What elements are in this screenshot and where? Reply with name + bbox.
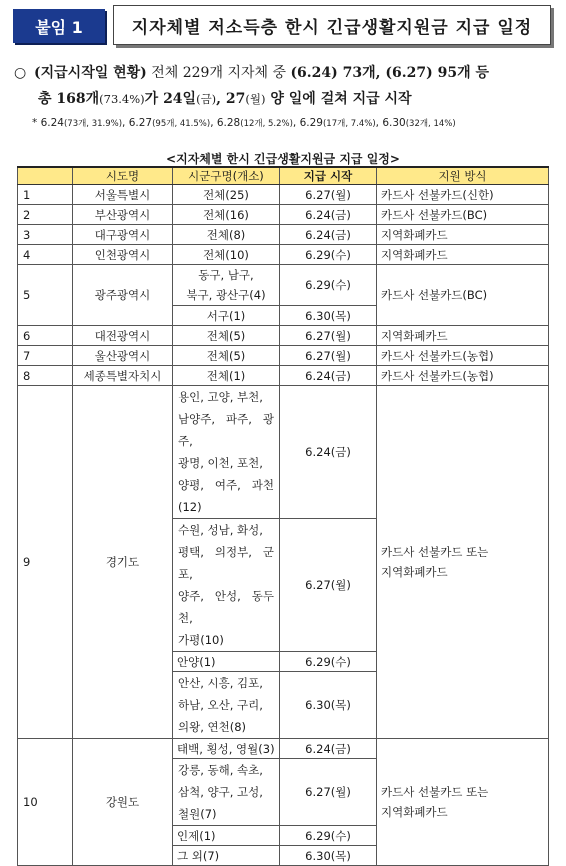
summary-text: 전체 229개 지자체 중 xyxy=(146,65,291,81)
row-date: 6.29(수) xyxy=(280,652,377,672)
row-gun: 전체(5) xyxy=(173,326,280,346)
row-method: 카드사 선불카드(신한) xyxy=(377,185,549,205)
row-method: 지역화폐카드 xyxy=(377,245,549,265)
row-date: 6.29(수) xyxy=(280,265,377,306)
row-method: 카드사 선불카드(BC) xyxy=(377,265,549,326)
row-no: 7 xyxy=(18,346,73,366)
row-gun: 전체(25) xyxy=(173,185,280,205)
footnote-date: , 6.28 xyxy=(210,117,241,129)
gun-line: 광명, 이천, 포천, xyxy=(178,456,263,470)
page-header xyxy=(13,5,553,47)
row-no: 1 xyxy=(18,185,73,205)
row-date: 6.27(월) xyxy=(280,326,377,346)
row-date: 6.27(월) xyxy=(280,346,377,366)
row-no: 8 xyxy=(18,366,73,386)
footnote-date: * 6.24 xyxy=(32,117,64,129)
row-date: 6.29(수) xyxy=(280,826,377,846)
footnote-stat: (32개, 14%) xyxy=(405,119,456,129)
table-row xyxy=(18,386,549,519)
row-date: 6.30(목) xyxy=(280,672,377,739)
row-date: 6.24(금) xyxy=(280,386,377,519)
row-date: 6.24(금) xyxy=(280,366,377,386)
table-row xyxy=(18,205,549,225)
gun-line: 하남, 오산, 구리, xyxy=(178,698,263,712)
table-row xyxy=(18,225,549,245)
row-gun: 전체(1) xyxy=(173,366,280,386)
document-title: 지자체별 저소득층 한시 긴급생활지원금 지급 일정 xyxy=(113,5,551,45)
summary-heading: (지급시작일 현황) xyxy=(34,65,147,81)
footnote-date: , 6.30 xyxy=(375,117,406,129)
row-no: 2 xyxy=(18,205,73,225)
schedule-table xyxy=(17,166,549,866)
row-method: 카드사 선불카드(BC) xyxy=(377,205,549,225)
row-gun xyxy=(173,265,280,306)
row-date: 6.27(월) xyxy=(280,185,377,205)
row-date: 6.27(월) xyxy=(280,759,377,826)
bullet-mark: ○ xyxy=(14,65,27,81)
row-sido: 대전광역시 xyxy=(73,326,173,346)
row-method xyxy=(377,739,549,866)
row-gun: 인제(1) xyxy=(173,826,280,846)
row-sido: 경기도 xyxy=(73,386,173,739)
row-sido: 서울특별시 xyxy=(73,185,173,205)
summary-paragraph xyxy=(14,60,554,112)
row-no: 9 xyxy=(18,386,73,739)
footnote-stat: (12개, 5.2%) xyxy=(240,119,293,129)
gun-line: 양평, 여주, 과천(12) xyxy=(178,478,274,514)
header-sido: 시도명 xyxy=(73,167,173,185)
row-sido: 세종특별자치시 xyxy=(73,366,173,386)
row-gun: 전체(10) xyxy=(173,245,280,265)
row-gun: 전체(16) xyxy=(173,205,280,225)
row-sido: 대구광역시 xyxy=(73,225,173,245)
row-gun: 그 외(7) xyxy=(173,846,280,866)
row-method: 지역화폐카드 xyxy=(377,326,549,346)
gun-line: 북구, 광산구(4) xyxy=(186,288,266,302)
gun-line: 가평(10) xyxy=(178,633,224,647)
row-method: 카드사 선불카드(농협) xyxy=(377,346,549,366)
gun-line: 용인, 고양, 부천, xyxy=(178,390,263,404)
footnote-stat: (95개, 41.5%) xyxy=(152,119,211,129)
gun-line: 남양주, 파주, 광주, xyxy=(178,412,274,448)
footnote-date: , 6.29 xyxy=(292,117,323,129)
table-row xyxy=(18,326,549,346)
row-method: 카드사 선불카드(농협) xyxy=(377,366,549,386)
gun-line: 강릉, 동해, 속초, xyxy=(178,763,263,777)
row-sido: 울산광역시 xyxy=(73,346,173,366)
row-method: 지역화폐카드 xyxy=(377,225,549,245)
method-line: 카드사 선불카드 또는 xyxy=(381,785,489,799)
row-gun: 서구(1) xyxy=(173,306,280,326)
table-row xyxy=(18,366,549,386)
table-row xyxy=(18,185,549,205)
row-gun xyxy=(173,672,280,739)
row-date: 6.24(금) xyxy=(280,739,377,759)
summary-percent: (73.4%) xyxy=(99,92,145,106)
gun-line: 철원(7) xyxy=(178,807,217,821)
row-date: 6.24(금) xyxy=(280,225,377,245)
method-line: 지역화폐카드 xyxy=(381,805,448,819)
header-start-date: 지급 시작 xyxy=(280,167,377,185)
gun-line: 동구, 남구, xyxy=(198,268,254,282)
summary-bold-counts: (6.24) 73개, (6.27) 95개 등 xyxy=(290,65,490,81)
gun-line: 평택, 의정부, 군포, xyxy=(178,545,274,581)
table-row xyxy=(18,265,549,306)
gun-line: 양주, 안성, 동두천, xyxy=(178,589,274,625)
row-date: 6.29(수) xyxy=(280,245,377,265)
gun-line: 의왕, 연천(8) xyxy=(178,720,247,734)
method-line: 지역화폐카드 xyxy=(381,565,448,579)
footnote-date: , 6.27 xyxy=(122,117,153,129)
row-gun xyxy=(173,759,280,826)
row-gun: 전체(5) xyxy=(173,346,280,366)
gun-line: 수원, 성남, 화성, xyxy=(178,523,263,537)
method-line: 카드사 선불카드 또는 xyxy=(381,545,489,559)
row-gun: 태백, 횡성, 영월(3) xyxy=(173,739,280,759)
row-no: 3 xyxy=(18,225,73,245)
summary-day-mon: (월) xyxy=(245,92,266,106)
footnote-stat: (17개, 7.4%) xyxy=(322,119,376,129)
row-date: 6.27(월) xyxy=(280,519,377,652)
header-method: 지원 방식 xyxy=(377,167,549,185)
row-sido: 부산광역시 xyxy=(73,205,173,225)
header-no xyxy=(18,167,73,185)
row-date: 6.30(목) xyxy=(280,306,377,326)
summary-total: 총 168개 xyxy=(38,91,100,107)
table-header-row xyxy=(18,167,549,185)
summary-date-27: , 27 xyxy=(216,91,246,107)
row-no: 5 xyxy=(18,265,73,326)
table-row xyxy=(18,245,549,265)
row-gun: 안양(1) xyxy=(173,652,280,672)
header-gun: 시군구명(개소) xyxy=(173,167,280,185)
row-date: 6.30(목) xyxy=(280,846,377,866)
row-no: 6 xyxy=(18,326,73,346)
row-date: 6.24(금) xyxy=(280,205,377,225)
table-row xyxy=(18,739,549,759)
row-gun xyxy=(173,386,280,519)
row-no: 4 xyxy=(18,245,73,265)
footnote-stat: (73개, 31.9%) xyxy=(63,119,123,129)
row-sido: 광주광역시 xyxy=(73,265,173,326)
row-sido: 인천광역시 xyxy=(73,245,173,265)
row-no: 10 xyxy=(18,739,73,866)
table-caption: <지자체별 한시 긴급생활지원금 지급 일정> xyxy=(166,152,400,166)
summary-date-24: 가 24일 xyxy=(144,91,197,107)
row-sido: 강원도 xyxy=(73,739,173,866)
gun-line: 안산, 시흥, 김포, xyxy=(178,676,263,690)
attachment-badge: 붙임 1 xyxy=(13,9,105,43)
summary-tail: 양 일에 걸쳐 지급 시작 xyxy=(265,91,412,107)
gun-line: 삼척, 양구, 고성, xyxy=(178,785,263,799)
table-row xyxy=(18,346,549,366)
summary-day-fri: (금) xyxy=(196,92,217,106)
row-gun: 전체(8) xyxy=(173,225,280,245)
row-gun xyxy=(173,519,280,652)
row-method xyxy=(377,386,549,739)
footnote xyxy=(32,117,558,129)
